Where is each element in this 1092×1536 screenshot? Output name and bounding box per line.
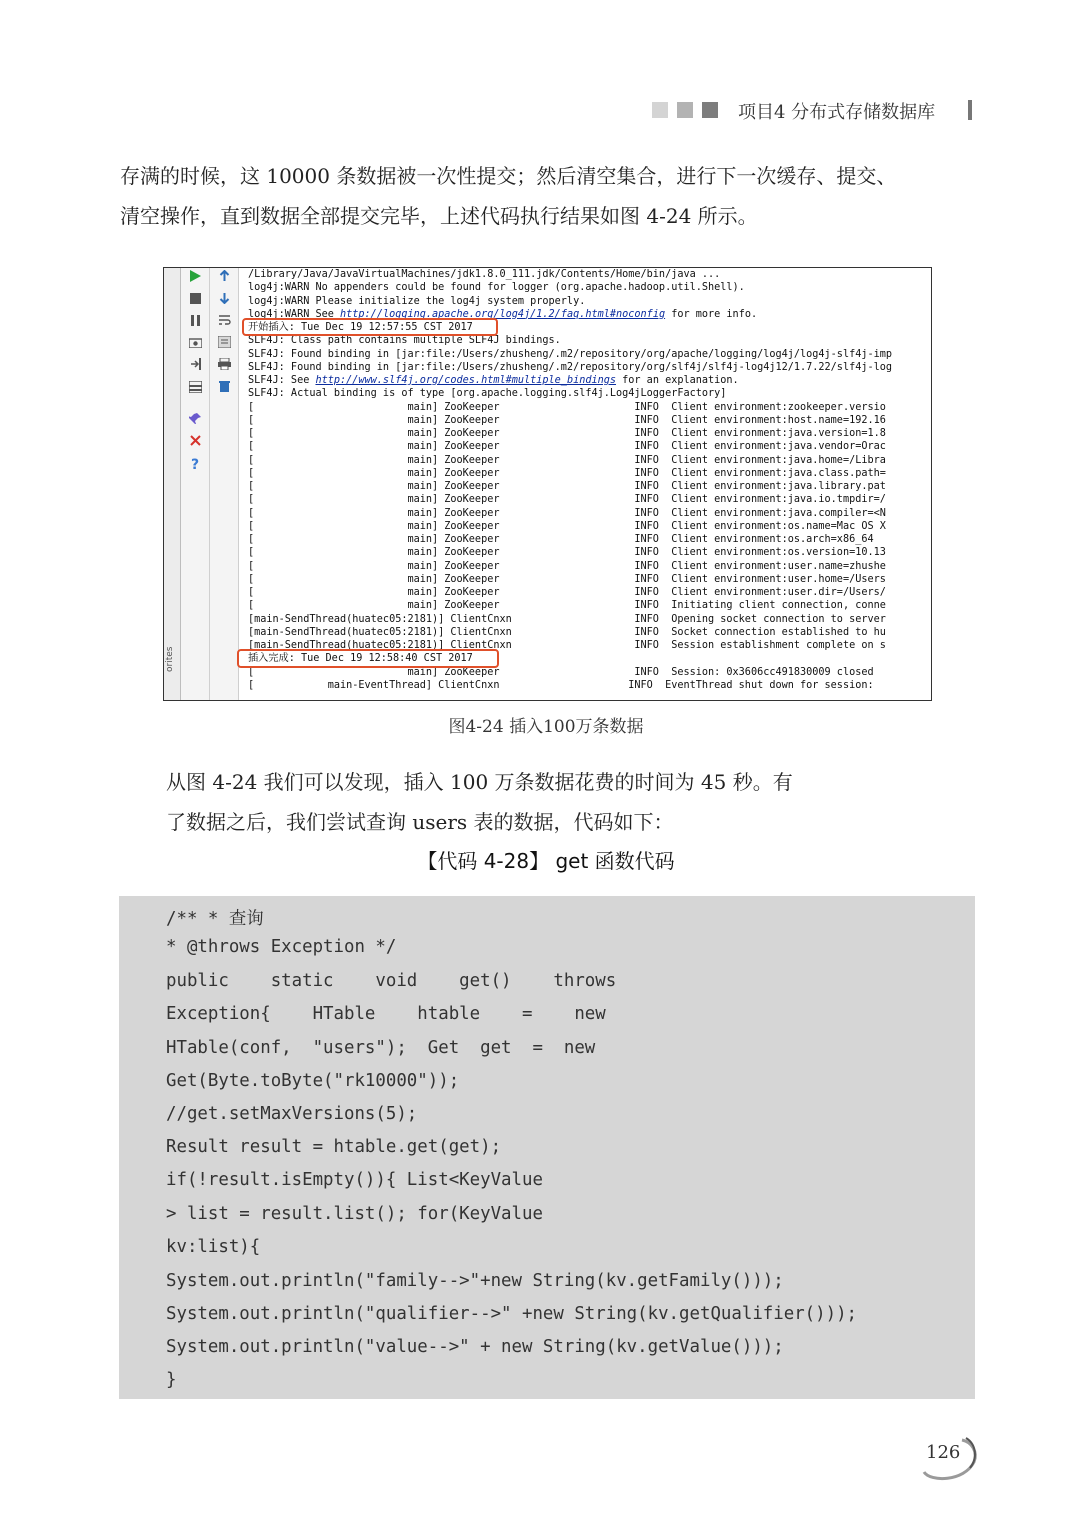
console-line: [ main] ZooKeeper INFO Client environment:os.version=10.13 [248,547,886,559]
console-link-suffix: for more info. [665,308,758,320]
code-line: public static void get() throws [166,971,617,991]
console-screenshot [163,267,932,701]
run-toolbar-right [210,268,239,700]
page-number-badge [918,1432,980,1484]
console-link-line [248,374,928,387]
scroll-to-end-icon[interactable] [215,336,233,354]
end-time-highlight [237,649,499,668]
console-line: log4j:WARN No appenders could be found for logger (org.apache.hadoop.util.Shell). [248,282,745,294]
start-time-highlight [242,318,498,336]
console-line: [ main-EventThread] ClientCnxn INFO EventThread shut down for session: [248,679,874,691]
console-line: [main-SendThread(huatec05:2181)] ClientCnxn INFO Socket connection established to hu [248,626,886,638]
console-line: [ main] ZooKeeper INFO Client environment:user.name=zhushe [248,560,886,572]
console-line: [ main] ZooKeeper INFO Client environment:java.io.tmpdir=/ [248,494,886,506]
console-line: [ main] ZooKeeper INFO Client environment:user.dir=/Users/ [248,587,886,598]
header-square-mid [677,102,693,118]
console-line: [ main] ZooKeeper INFO Client environment:java.version=1.8 [248,428,886,439]
layout-icon[interactable] [186,381,204,399]
console-line: [ main] ZooKeeper INFO Client environment:os.arch=x86_64 [248,534,874,545]
help-icon[interactable]: ? [190,457,200,473]
code-line: System.out.println("qualifier-->" +new String(kv.getQualifier())); [166,1304,858,1324]
favorites-strip [164,268,181,700]
console-line: SLF4J: Actual binding is of type [org.apache.logging.slf4j.Log4jLoggerFactory] [248,388,727,400]
console-line: [ main] ZooKeeper INFO Client environment:java.vendor=Orac [248,441,886,453]
print-icon[interactable] [215,358,233,376]
login-icon[interactable] [186,358,204,376]
code-line: System.out.println("family-->"+new String(kv.getFamily())); [166,1271,784,1291]
console-line: [ main] ZooKeeper INFO Client environment:host.name=192.16 [248,414,886,426]
console-link-suffix: for an explanation. [616,375,739,386]
console-link-prefix: log4j:WARN See [248,308,341,320]
down-arrow-icon[interactable] [215,292,233,310]
console-line: [ main] ZooKeeper INFO Client environment:java.home=/Libra [248,454,886,466]
pin-icon[interactable] [186,412,204,430]
figure-caption: 图4-24 插入100万条数据 [448,717,644,737]
up-arrow-icon[interactable] [215,270,233,288]
close-icon[interactable] [186,434,204,452]
running-header [0,98,1092,128]
code-line: Result result = htable.get(get); [166,1137,502,1157]
soft-wrap-icon[interactable] [215,314,233,332]
run-toolbar-left [181,268,210,700]
code-line: Get(Byte.toByte("rk10000")); [166,1071,460,1091]
console-line: [ main] ZooKeeper INFO Client environment:zookeeper.versio [248,401,886,413]
code-line: System.out.println("value-->" + new String(kv.getValue())); [166,1337,784,1357]
code-line: if(!result.isEmpty()){ List<KeyValue [166,1170,543,1190]
console-link[interactable]: http://logging.apache.org/log4j/1.2/faq.html#noconfig [340,308,666,320]
console-line: [main-SendThread(huatec05:2181)] ClientCnxn INFO Session establishment complete on s [248,640,886,651]
page-number: 126 [926,1442,961,1463]
pause-icon[interactable] [186,314,204,332]
header-square-dark [702,102,718,118]
paragraph-line: 了数据之后，我们尝试查询 users 表的数据，代码如下： [166,810,674,834]
console-line: log4j:WARN Please initialize the log4j system properly. [248,295,586,307]
console-line: [ main] ZooKeeper INFO Client environment:os.name=Mac OS X [248,520,886,532]
console-line: [ main] ZooKeeper INFO Client environment:java.compiler=<N [248,507,886,519]
console-line-insert-done: 插入完成: Tue Dec 19 12:58:40 CST 2017 [248,653,473,665]
header-title: 项目4 分布式存储数据库 [738,102,936,123]
console-line: [main-SendThread(huatec05:2181)] ClientCnxn INFO Opening socket connection to server [248,613,886,625]
console-line: SLF4J: Found binding in [jar:file:/Users/zhusheng/.m2/repository/org/slf4j/slf4j-log4j12/1.7.22/slf4j-log [248,361,893,373]
console-line: [ main] ZooKeeper INFO Client environment:user.home=/Users [248,573,886,585]
console-line: [ main] ZooKeeper INFO Session: 0x3606cc491830009 closed [248,666,874,678]
code-line: > list = result.list(); for(KeyValue [166,1204,543,1224]
code-line: HTable(conf, "users"); Get get = new [166,1038,596,1058]
code-block [119,896,975,1399]
console-link[interactable]: http://www.slf4j.org/codes.html#multiple_bindings [315,375,617,386]
code-line: //get.setMaxVersions(5); [166,1104,418,1124]
console-link-prefix: SLF4J: See [248,375,316,386]
console-line-start-insert: 开始插入: Tue Dec 19 12:57:55 CST 2017 [248,322,473,333]
code-line: } [166,1370,177,1390]
code-line: * @throws Exception */ [166,937,397,957]
header-bar [968,100,972,120]
code-line: Exception{ HTable htable = new [166,1004,606,1024]
code-line: kv:list){ [166,1237,261,1257]
favorites-label: orites [165,646,175,672]
console-line: [ main] ZooKeeper INFO Client environment:java.class.path= [248,467,886,479]
header-square-light [652,102,668,118]
camera-icon[interactable] [186,336,204,354]
code-title: 【代码 4-28】 get 函数代码 [417,849,675,873]
stop-icon[interactable] [186,292,204,310]
trash-icon[interactable] [215,380,233,398]
console-line: SLF4J: Found binding in [jar:file:/Users/zhusheng/.m2/repository/org/apache/logging/log4j/log4j-slf4j-imp [248,348,893,360]
console-line: [ main] ZooKeeper INFO Client environment:java.library.pat [248,481,886,492]
paragraph-line: 存满的时候，这 10000 条数据被一次性提交；然后清空集合，进行下一次缓存、提交、 [120,164,897,188]
run-icon[interactable] [186,270,204,288]
paragraph-line: 从图 4-24 我们可以发现，插入 100 万条数据花费的时间为 45 秒。有 [166,770,793,794]
console-line: [ main] ZooKeeper INFO Initiating client connection, conne [248,600,886,612]
code-line: /** * 查询 [166,909,264,929]
console-line: SLF4J: Class path contains multiple SLF4J bindings. [248,335,561,347]
console-line: /Library/Java/JavaVirtualMachines/jdk1.8.0_111.jdk/Contents/Home/bin/java ... [248,269,721,280]
paragraph-line: 清空操作，直到数据全部提交完毕，上述代码执行结果如图 4-24 所示。 [120,204,758,228]
